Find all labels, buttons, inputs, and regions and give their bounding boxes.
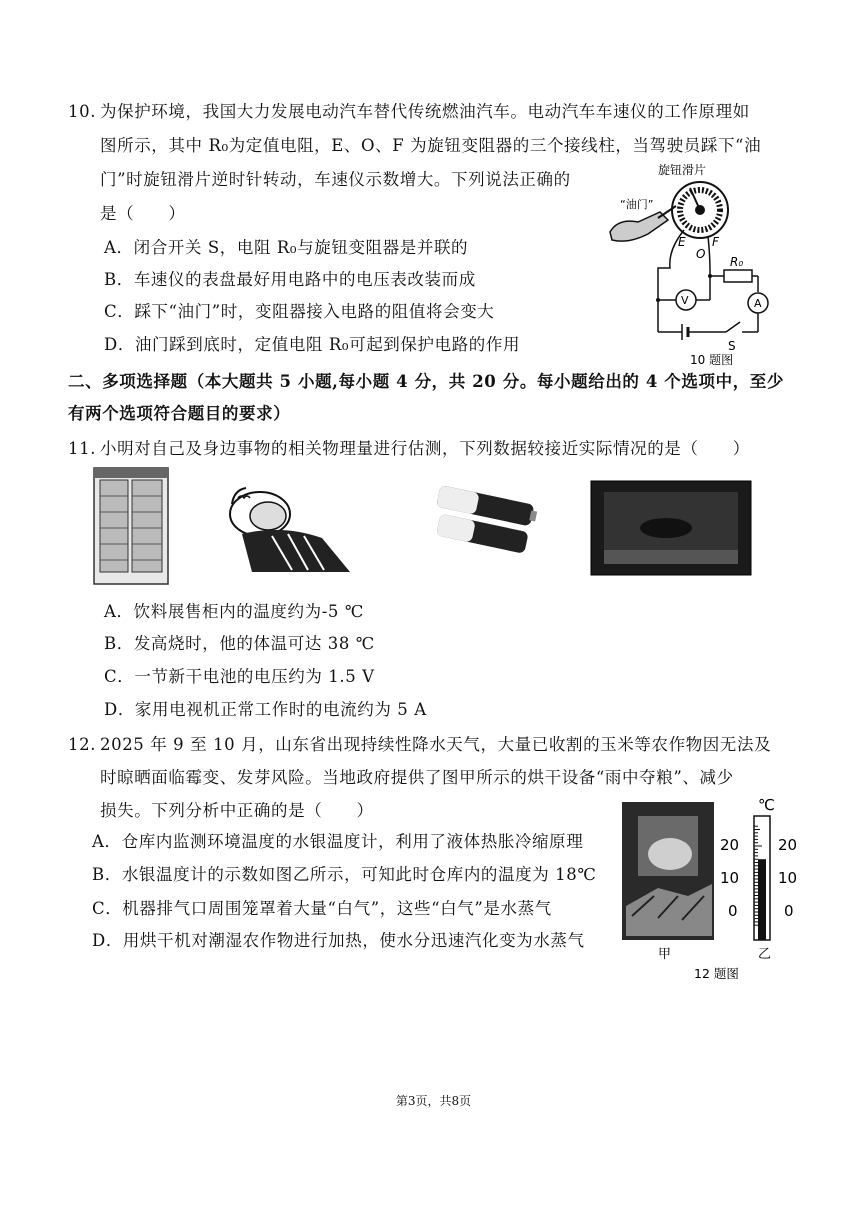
label-yi: 乙: [758, 947, 772, 962]
label-switch: S: [728, 339, 736, 353]
thermometer-unit: ℃: [758, 796, 775, 814]
q12-option-d: D．用烘干机对潮湿农作物进行加热，使水分迅速汽化变为水蒸气: [92, 931, 585, 950]
thermometer: [754, 816, 770, 940]
q10-number: 10.: [68, 102, 97, 121]
batteries-image: [420, 486, 546, 556]
drinks-cabinet-image: [92, 466, 170, 586]
q10-option-b: B．车速仪的表盘最好用电路中的电压表改装而成: [104, 270, 476, 289]
q10-stem-line1: 为保护环境，我国大力发展电动汽车替代传统燃油汽车。电动汽车车速仪的工作原理如: [100, 102, 750, 121]
section2-heading-line1: 二、多项选择题（本大题共 5 小题,每小题 4 分，共 20 分。每小题给出的 4 个选项中，至少: [68, 372, 785, 391]
label-r0: R₀: [730, 255, 744, 269]
thermometer-right-tick-20: 20: [778, 836, 798, 854]
q10-option-a: A．闭合开关 S，电阻 R₀与旋钮变阻器是并联的: [104, 238, 469, 257]
q11-option-d: D．家用电视机正常工作时的电流约为 5 A: [104, 700, 427, 719]
q10-figure-caption: 10 题图: [690, 353, 734, 367]
label-pedal: “油门”: [620, 198, 654, 211]
ammeter-label: A: [754, 297, 762, 310]
q12-stem-line2: 时晾晒面临霉变、发芽风险。当地政府提供了图甲所示的烘干设备“雨中夺粮”、减少: [100, 768, 734, 787]
q10-circuit-figure: [598, 160, 778, 370]
q12-stem-line3: 损失。下列分析中正确的是（ ）: [100, 801, 374, 820]
thermometer-right-tick-10: 10: [778, 869, 798, 887]
thermometer-right-tick-0: 0: [784, 902, 794, 920]
label-jia: 甲: [658, 947, 672, 962]
q11-stem: 小明对自己及身边事物的相关物理量进行估测，下列数据较接近实际情况的是（ ）: [100, 439, 750, 458]
page-footer: 第3页，共8页: [395, 1094, 472, 1108]
q10-stem-line2: 图所示，其中 R₀为定值电阻，E、O、F 为旋钮变阻器的三个接线柱，当驾驶员踩下“油: [100, 136, 762, 155]
q12-option-b: B．水银温度计的示数如图乙所示，可知此时仓库内的温度为 18℃: [92, 865, 597, 884]
voltmeter-label: V: [681, 294, 689, 307]
q10-option-c: C．踩下“油门”时，变阻器接入电路的阻值将会变大: [104, 302, 495, 321]
thermometer-left-tick-20: 20: [720, 836, 740, 854]
section2-heading-line2: 有两个选项符合题目的要求）: [68, 404, 291, 423]
q10-option-d: D．油门踩到底时，定值电阻 R₀可起到保护电路的作用: [104, 335, 521, 354]
label-e: E: [678, 235, 686, 249]
thermometer-left-tick-10: 10: [720, 869, 740, 887]
thermometer-left-tick-0: 0: [728, 902, 738, 920]
mercury-column: [758, 859, 766, 940]
q10-stem-line3: 门”时旋钮滑片逆时针转动，车速仪示数增大。下列说法正确的: [100, 170, 571, 189]
label-slider: 旋钮滑片: [658, 163, 707, 177]
q12-figure-caption: 12 题图: [694, 966, 739, 981]
fever-person-image: [212, 474, 352, 574]
dryer-photo: [622, 802, 714, 940]
q12-option-c: C．机器排气口周围笼罩着大量“白气”，这些“白气”是水蒸气: [92, 899, 552, 918]
q12-option-a: A．仓库内监测环境温度的水银温度计，利用了液体热胀冷缩原理: [92, 832, 584, 851]
television-image: [590, 480, 752, 576]
circuit-diagram: [598, 160, 778, 370]
q12-stem-line1: 2025 年 9 至 10 月，山东省出现持续性降水天气，大量已收割的玉米等农作物因无法及: [100, 735, 772, 754]
q11-option-a: A．饮料展售柜内的温度约为-5 ℃: [104, 602, 364, 621]
q11-number: 11.: [68, 439, 97, 458]
label-f: F: [712, 235, 719, 249]
q12-figure: [618, 796, 818, 986]
q11-option-c: C．一节新干电池的电压约为 1.5 V: [104, 667, 375, 686]
q12-number: 12.: [68, 735, 97, 754]
q11-option-b: B．发高烧时，他的体温可达 38 ℃: [104, 634, 375, 653]
q10-stem-line4: 是（ ）: [100, 204, 186, 223]
label-o: O: [696, 247, 706, 261]
